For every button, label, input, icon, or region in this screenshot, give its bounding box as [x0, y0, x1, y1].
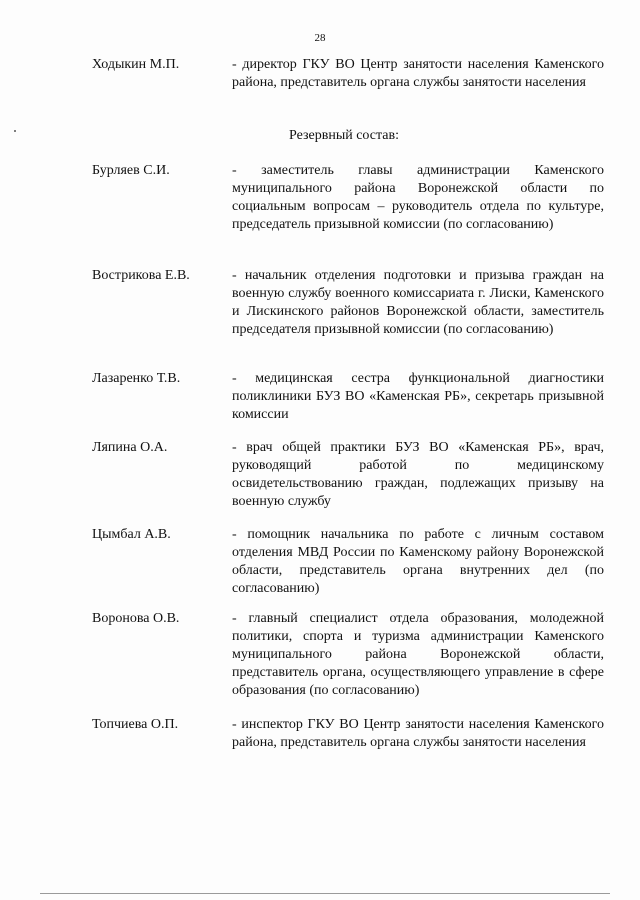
member-description: - заместитель главы администрации Каменского муниципального района Воронежской области по социальным вопросам – руководитель отдела по культуре, председатель призывной комиссии (по согласованию) [232, 163, 604, 232]
member-description: - начальник отделения подготовки и призыва граждан на военную службу военного комиссариата г. Лиски, Каменского и Лискинского районов Воронежской области, заместитель председателя призывной комиссии (по согласованию) [232, 268, 604, 337]
member-description: - помощник начальника по работе с личным составом отделения МВД России по Каменскому району Воронежской области, представитель органа внутренних дел (по согласованию) [232, 527, 604, 596]
member-name: Лазаренко Т.В. [92, 371, 181, 386]
page-number: 28 [314, 32, 326, 44]
member-description: - директор ГКУ ВО Центр занятости населения Каменского района, представитель органа службы занятости населения [232, 57, 604, 90]
member-name: Воронова О.В. [92, 611, 180, 626]
member-name: Ходыкин М.П. [92, 57, 180, 72]
member-name: Вострикова Е.В. [92, 268, 190, 283]
member-description: - медицинская сестра функциональной диагностики поликлиники БУЗ ВО «Каменская РБ», секретарь призывной комиссии [232, 371, 604, 422]
member-description: - инспектор ГКУ ВО Центр занятости населения Каменского района, представитель органа службы занятости населения [232, 717, 604, 750]
reserve-heading: Резервный состав: [288, 128, 399, 143]
member-name: Цымбал А.В. [92, 527, 171, 542]
member-name: Топчиева О.П. [92, 717, 179, 732]
bottom-scan-edge [40, 893, 610, 894]
member-name: Ляпина О.А. [92, 440, 168, 455]
member-name: Бурляев С.И. [92, 163, 170, 178]
member-description: - главный специалист отдела образования, молодежной политики, спорта и туризма администрации Каменского муниципального района Воронежской области, представитель органа, осуществляющего управление в сфере образования (по согласованию) [232, 611, 604, 698]
member-description: - врач общей практики БУЗ ВО «Каменская РБ», врач, руководящий работой по медицинскому освидетельствованию граждан, подлежащих призыву на военную службу [232, 440, 604, 509]
